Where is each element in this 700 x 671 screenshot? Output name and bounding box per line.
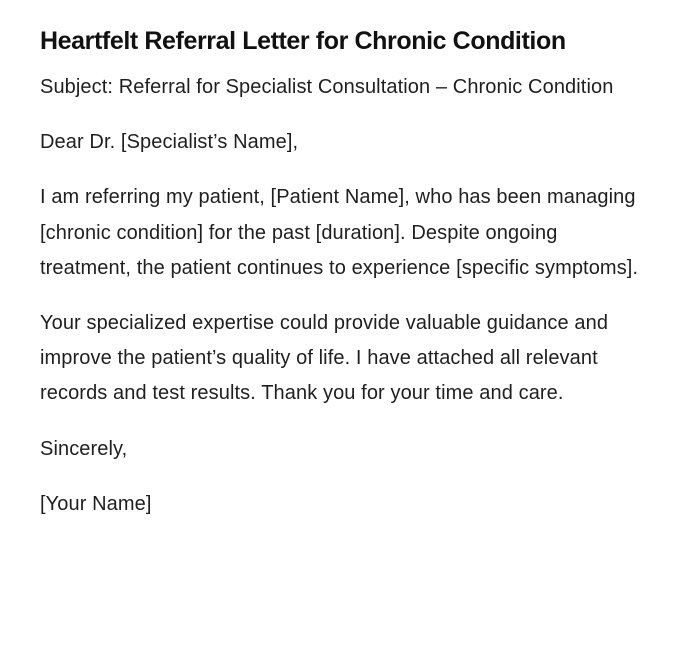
letter-closing: Sincerely, [40, 437, 128, 460]
letter-title: Heartfelt Referral Letter for Chronic Condition [40, 27, 566, 55]
letter-greeting: Dear Dr. [Specialist’s Name], [40, 131, 299, 154]
letter-signature: [Your Name] [40, 492, 152, 515]
letter-body-paragraph-1: I am referring my patient, [Patient Name], who has been managing [chronic condition] for the past [duration]. Despite ongoing treatment, the patient continues to experience [specific symptoms]. [40, 186, 639, 279]
letter-subject: Subject: Referral for Specialist Consultation – Chronic Condition [40, 76, 614, 98]
letter-body-paragraph-2: Your specialized expertise could provide valuable guidance and improve the patient’s quality of life. I have attached all relevant records and test results. Thank you for your time and care. [40, 312, 609, 405]
letter-document [40, 24, 640, 522]
